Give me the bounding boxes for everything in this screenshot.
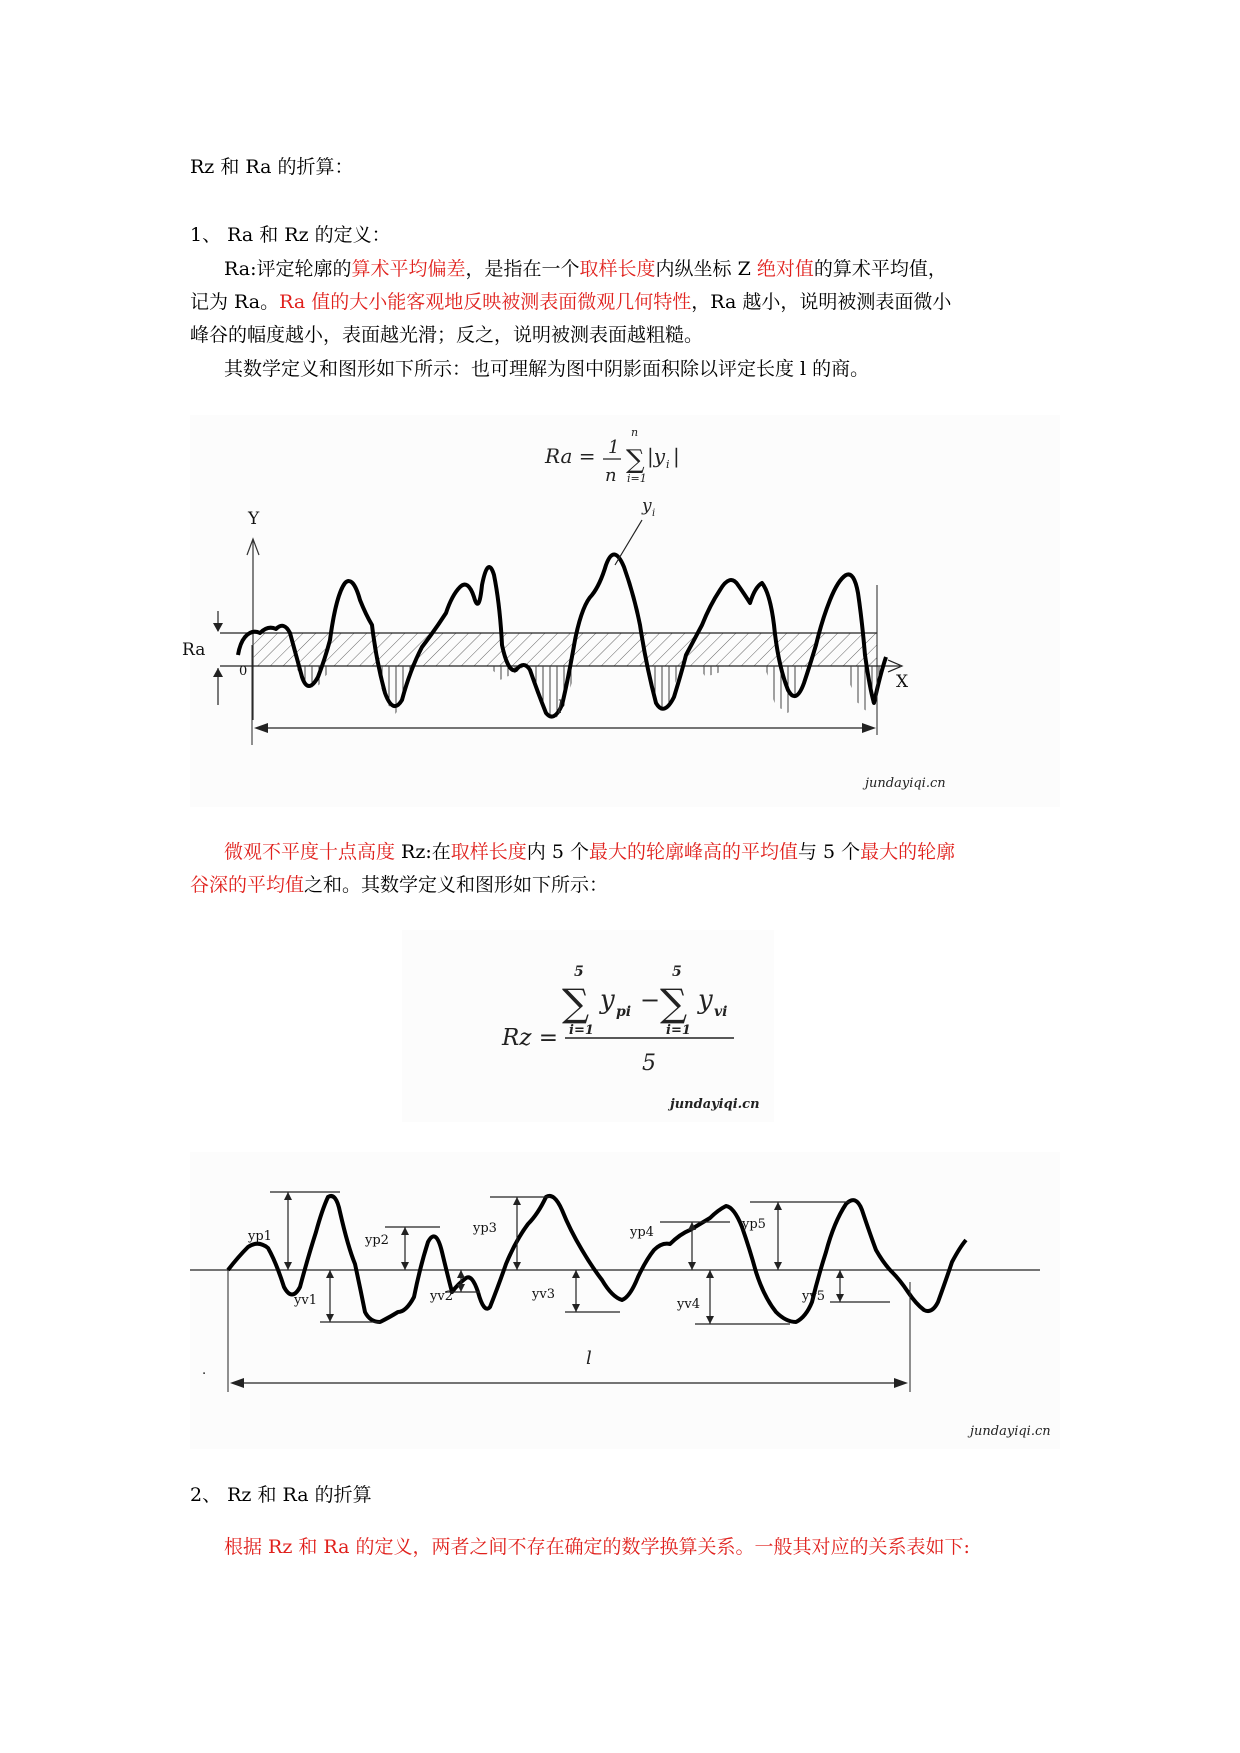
rz-profile-svg — [190, 1152, 1060, 1449]
watermark: jundayiqi.cn — [865, 776, 946, 791]
rz-sub1: pi — [616, 1004, 632, 1020]
sigma-icon: ∑ — [626, 445, 645, 475]
label-yp4: yp4 — [630, 1225, 654, 1240]
length-arrow-left-icon — [254, 723, 268, 733]
ra-formula-abs-close: | — [673, 444, 680, 468]
yi-sub-label: i — [652, 508, 656, 519]
x-axis-label: X — [896, 672, 909, 692]
rz-text: 与 5 个 — [797, 841, 861, 863]
ra-arrow-up-icon — [213, 668, 223, 677]
ra-text: Ra:评定轮廓的 — [224, 258, 352, 280]
ra-term-absolute-value: 绝对值 — [756, 258, 814, 280]
rz-term2: y — [698, 985, 713, 1015]
ra-text: 记为 Ra。 — [190, 291, 280, 313]
rz-paragraph-line-2 — [190, 868, 1060, 902]
rz-length-arrow-left-icon — [230, 1378, 244, 1388]
rz-term-peak-mean: 最大的轮廓峰高的平均值 — [588, 841, 798, 863]
rz-formula-den: 5 — [642, 1051, 656, 1076]
section-2-heading: 2、 Rz 和 Ra 的折算 — [190, 1484, 372, 1506]
page-title: Rz 和 Ra 的折算： — [190, 156, 354, 178]
rz-formula-lhs: Rz = — [502, 1025, 559, 1051]
ra-formula-num: 1 — [608, 437, 620, 458]
rz-formula-svg — [402, 930, 774, 1122]
origin-label: 0 — [239, 664, 248, 679]
label-yp1: yp1 — [248, 1229, 272, 1244]
label-yp2: yp2 — [365, 1233, 389, 1248]
section-2-paragraph: 根据 Rz 和 Ra 的定义，两者之间不存在确定的数学换算关系。一般其对应的关系表如下: — [224, 1536, 970, 1558]
rz-paragraph-line-1 — [224, 835, 1094, 869]
label-yv3: yv3 — [532, 1287, 555, 1302]
ra-figure — [182, 415, 1060, 807]
ra-paragraph-line-3: 峰谷的幅度越小，表面越光滑；反之，说明被测表面越粗糙。 — [190, 324, 704, 346]
ra-band-hatch — [252, 633, 877, 666]
label-yp3: yp3 — [473, 1221, 497, 1236]
label-yv1: yv1 — [294, 1293, 317, 1308]
ra-text: 内纵坐标 Z — [655, 258, 757, 280]
rz-term-largest: 最大的轮廓 — [860, 841, 956, 863]
ra-formula-abs-open: |y — [647, 444, 666, 468]
rz-formula-figure — [402, 930, 774, 1122]
ra-paragraph-line-2 — [190, 285, 1060, 319]
ra-text: ，Ra 越小，说明被测表面微小 — [691, 291, 952, 313]
sigma-icon: ∑ — [660, 981, 688, 1025]
ra-term-mean-deviation: 算术平均偏差 — [351, 258, 466, 280]
rz-text: 之和。其数学定义和图形如下所示： — [304, 874, 609, 896]
ra-text: 的算术平均值， — [813, 258, 947, 280]
label-yv4: yv4 — [677, 1297, 700, 1312]
rz-sum1-bottom: i=1 — [569, 1023, 594, 1038]
rz-length-label: l — [586, 1348, 592, 1369]
rz-profile-curve — [228, 1196, 966, 1322]
ra-formula-sum-bottom: i=1 — [627, 472, 647, 485]
rz-minus: − — [640, 986, 661, 1014]
label-yv2: yv2 — [430, 1289, 453, 1304]
ra-formula-lhs: Ra = — [545, 444, 596, 468]
stray-dot: . — [202, 1363, 207, 1378]
rz-text: Rz:在 — [395, 841, 451, 863]
rz-sum1-top: 5 — [574, 964, 584, 980]
ra-formula-abs-sub: i — [666, 458, 670, 471]
y-axis-label: Y — [248, 509, 260, 529]
rz-term-ten-point-height: 微观不平度十点高度 — [224, 841, 396, 863]
ra-arrow-down-icon — [213, 623, 223, 632]
ra-term-reflects: Ra 值的大小能客观地反映被测表面微观几何特性 — [279, 291, 692, 313]
ra-math-intro: 其数学定义和图形如下所示：也可理解为图中阴影面积除以评定长度 l 的商。 — [224, 358, 870, 380]
ra-term-sampling-length: 取样长度 — [579, 258, 656, 280]
rz-term1: y — [600, 985, 615, 1015]
ra-dimension-label: Ra — [182, 640, 206, 660]
sigma-icon: ∑ — [562, 981, 590, 1025]
ra-text: ，是指在一个 — [465, 258, 580, 280]
ra-formula-den: n — [605, 465, 617, 486]
length-arrow-right-icon — [862, 723, 876, 733]
watermark: jundayiqi.cn — [970, 1424, 1051, 1439]
rz-text: 内 5 个 — [526, 841, 589, 863]
rz-term-valley-mean: 谷深的平均值 — [190, 874, 305, 896]
label-yv5: yv5 — [802, 1289, 825, 1304]
yi-label: y — [642, 496, 652, 516]
rz-profile-figure — [190, 1152, 1060, 1449]
yi-pointer-line — [615, 520, 642, 565]
rz-term-sampling-length: 取样长度 — [450, 841, 527, 863]
ra-figure-svg — [182, 415, 1060, 807]
ra-formula-sum-top: n — [631, 426, 639, 439]
length-label: l — [557, 697, 563, 718]
rz-sum2-bottom: i=1 — [666, 1023, 691, 1038]
ra-paragraph-line-1 — [224, 252, 1094, 286]
section-1-heading: 1、 Ra 和 Rz 的定义： — [190, 224, 391, 246]
rz-length-arrow-right-icon — [894, 1378, 908, 1388]
watermark: jundayiqi.cn — [670, 1097, 760, 1112]
rz-sum2-top: 5 — [672, 964, 682, 980]
rz-sub2: vi — [714, 1004, 728, 1020]
label-yp5: yp5 — [742, 1217, 766, 1232]
